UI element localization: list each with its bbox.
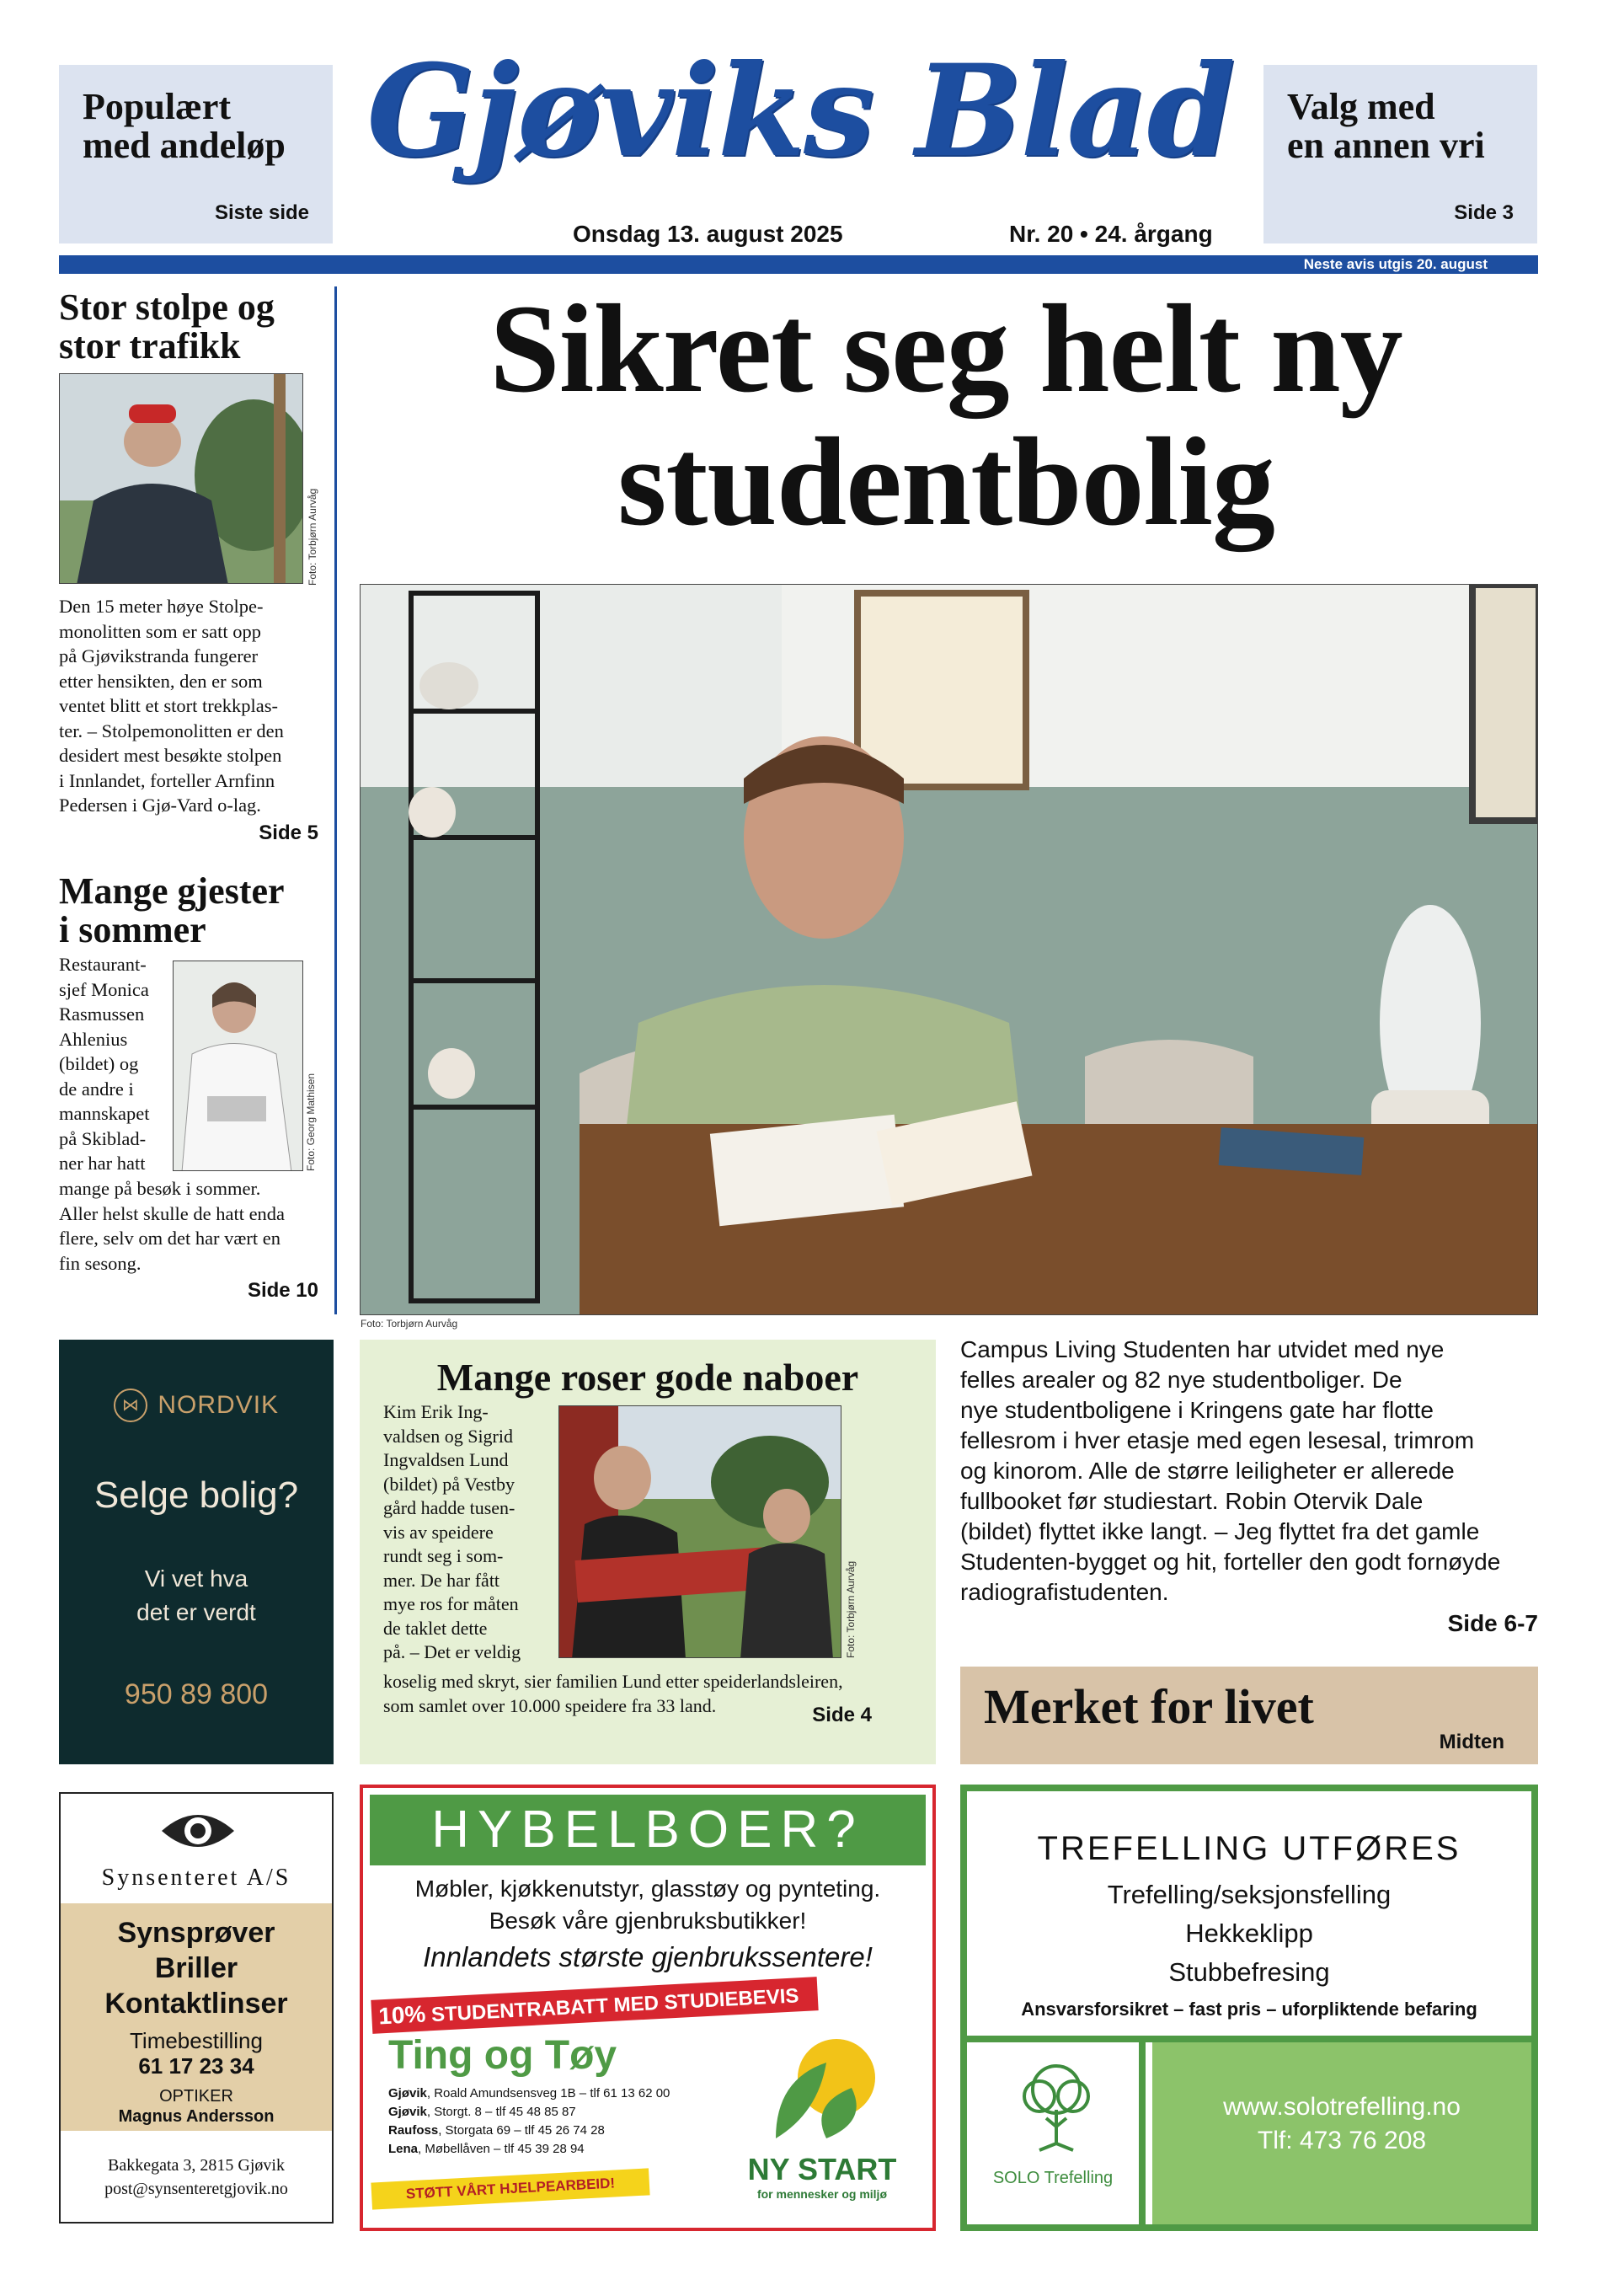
- story2-line: Restaurant-: [59, 954, 147, 975]
- nordvik-line-2: det er verdt: [136, 1599, 256, 1625]
- trefelling-title: TREFELLING UTFØRES: [1037, 1830, 1461, 1867]
- story1-headline-1: Stor stolpe og: [59, 286, 275, 328]
- merket-headline: Merket for livet: [984, 1679, 1314, 1734]
- teaser-left-title-2: med andeløp: [83, 125, 286, 166]
- hybelboer-line-2: Besøk våre gjenbruksbutikker!: [489, 1908, 807, 1934]
- teaser-left-title-1: Populært: [83, 86, 231, 127]
- store-city: Gjøvik: [388, 2086, 427, 2100]
- story1-photo: [59, 373, 303, 584]
- main-lead-line: radiografistudenten.: [960, 1579, 1169, 1605]
- synsenteret-item: Synsprøver: [117, 1917, 275, 1949]
- store-city: Lena: [388, 2142, 419, 2156]
- roser-line: (bildet) på Vestby: [383, 1473, 516, 1495]
- tree-icon: [1014, 2059, 1098, 2152]
- ad-hybelboer[interactable]: [360, 1785, 936, 2231]
- trefelling-divider: [967, 2036, 1531, 2042]
- roser-photo-art: [559, 1406, 841, 1658]
- synsenteret-booking: Timebestilling: [130, 2028, 263, 2053]
- store-addr: , Møbellåven – tlf 45 39 28 94: [418, 2142, 585, 2156]
- store-addr: , Storgt. 8 – tlf 45 48 85 87: [426, 2105, 576, 2119]
- trefelling-services: [967, 1876, 1531, 1992]
- main-lead-line: Studenten-bygget og hit, forteller den godt fornøyde: [960, 1549, 1501, 1575]
- issue-number: Nr. 20 • 24. årgang: [1009, 221, 1213, 247]
- story2-line: på Skiblad-: [59, 1127, 147, 1149]
- story2-photo: [173, 961, 303, 1171]
- roser-line: mer. De har fått: [383, 1569, 500, 1591]
- teaser-right[interactable]: [1263, 65, 1537, 243]
- trefelling-web: www.solotrefelling.no: [1223, 2093, 1461, 2121]
- story2-line: (bildet) og: [59, 1053, 139, 1074]
- roser-line: valdsen og Sigrid: [383, 1425, 513, 1447]
- synsenteret-items: [61, 1915, 332, 2021]
- hybelboer-stores: [388, 2084, 670, 2159]
- main-headline[interactable]: [354, 279, 1538, 552]
- story2-line: Rasmussen: [59, 1003, 145, 1025]
- trefelling-service: Stubbefresing: [1168, 1957, 1330, 1987]
- story1-line: i Innlandet, forteller Arnfinn: [59, 769, 275, 791]
- main-lead-line: fellesrom i hver etasje med egen lesesal, trimrom: [960, 1427, 1475, 1453]
- main-photo: [360, 584, 1538, 1315]
- store-city: Gjøvik: [388, 2105, 427, 2119]
- roser-line: Kim Erik Ing-: [383, 1401, 489, 1422]
- nordvik-headline: Selge bolig?: [93, 1474, 299, 1516]
- main-lead-line: felles arealer og 82 nye studentboliger. De: [960, 1367, 1402, 1393]
- main-headline-1: Sikret seg helt ny: [489, 279, 1402, 419]
- nordvik-logo-text: NORDVIK: [158, 1391, 280, 1419]
- story2-line: de andre i: [59, 1078, 134, 1100]
- trefelling-service: Trefelling/seksjonsfelling: [1107, 1880, 1392, 1909]
- synsenteret-optiker-label: OPTIKER: [159, 2087, 233, 2106]
- story1-line: etter hensikten, den er som: [59, 670, 263, 692]
- story2-photo-art: [174, 961, 303, 1171]
- story2-text-side: [59, 952, 177, 1176]
- trefelling-contact-panel: [1152, 2042, 1531, 2224]
- trefelling-tagline: Ansvarsforsikret – fast pris – uforpliktende befaring: [1021, 1999, 1477, 2020]
- story2-headline-1: Mange gjester: [59, 870, 285, 912]
- store-addr: , Storgata 69 – tlf 45 26 74 28: [438, 2123, 605, 2138]
- main-page-ref[interactable]: Side 6-7: [1447, 1610, 1538, 1636]
- story2-line: fin sesong.: [59, 1252, 142, 1274]
- nordvik-logo-row: [59, 1389, 334, 1422]
- synsenteret-item: Kontaktlinser: [104, 1988, 288, 2020]
- roser-page-ref: Side 4: [812, 1704, 872, 1726]
- main-headline-2: studentbolig: [617, 412, 1274, 552]
- hybelboer-store: [388, 2084, 670, 2103]
- story2-line: Ahlenius: [59, 1028, 128, 1050]
- story1-headline-2: stor trafikk: [59, 325, 241, 367]
- story2-line: flere, selv om det har vært en: [59, 1228, 281, 1249]
- masthead-title: Gjøviks Blad: [366, 37, 1234, 185]
- story2-line: mange på besøk i sommer.: [59, 1178, 261, 1199]
- store-city: Raufoss: [388, 2123, 439, 2138]
- trefelling-phone: Tlf: 473 76 208: [1257, 2127, 1427, 2154]
- synsenteret-email: post@synsenteretgjovik.no: [104, 2180, 288, 2198]
- nystart-title: NY START: [747, 2152, 897, 2186]
- story2-headline[interactable]: [59, 872, 337, 950]
- teaser-left-page: Siste side: [214, 201, 309, 224]
- synsenteret-optiker-name: Magnus Andersson: [118, 2107, 275, 2126]
- story2-page-ref[interactable]: Side 10: [247, 1279, 318, 1302]
- hybelboer-banner: HYBELBOER?: [370, 1795, 926, 1865]
- hybelboer-store: [388, 2122, 670, 2140]
- issue-date: Onsdag 13. august 2025: [573, 221, 843, 247]
- story1-text: [59, 594, 329, 818]
- story1-photo-credit: Foto: Torbjørn Aurvåg: [307, 488, 318, 586]
- hybelboer-support: STØTT VÅRT HJELPEARBEID!: [371, 2168, 649, 2209]
- hybelboer-line-3: Innlandets største gjenbrukssentere!: [423, 1941, 873, 1972]
- main-lead-line: (bildet) flyttet ikke langt. – Jeg flyttet fra det gamle: [960, 1518, 1480, 1544]
- story2-line: sjef Monica: [59, 978, 149, 1000]
- nystart-subtitle: for mennesker og miljø: [756, 2187, 888, 2201]
- store-addr: , Roald Amundsensveg 1B – tlf 61 13 62 00: [426, 2086, 670, 2100]
- story1-line: desidert mest besøkte stolpen: [59, 745, 282, 766]
- nystart-logo-icon: [759, 2029, 885, 2155]
- roser-text-side: [383, 1400, 552, 1665]
- roser-photo-credit: Foto: Torbjørn Aurvåg: [845, 1560, 857, 1658]
- hybelboer-discount-pct: 10%: [377, 2000, 427, 2030]
- roser-headline: Mange roser gode naboer: [436, 1356, 859, 1399]
- merket-page-ref: Midten: [1439, 1731, 1504, 1753]
- roser-line: som samlet over 10.000 speidere fra 33 land.: [383, 1694, 717, 1716]
- story1-line: på Gjøvikstranda fungerer: [59, 645, 259, 666]
- main-lead-line: Campus Living Studenten har utvidet med nye: [960, 1336, 1445, 1362]
- hybelboer-discount-text: STUDENTRABATT MED STUDIEBEVIS: [430, 1984, 800, 2027]
- story2-headline-2: i sommer: [59, 909, 206, 950]
- roser-line: Ingvaldsen Lund: [383, 1449, 509, 1470]
- teaser-right-title-1: Valg med: [1287, 86, 1435, 127]
- nordvik-line-1: Vi vet hva: [144, 1565, 248, 1592]
- nordvik-phone: 950 89 800: [124, 1678, 269, 1710]
- synsenteret-phone: 61 17 23 34: [138, 2053, 254, 2079]
- roser-line: mye ros for måten: [383, 1593, 519, 1614]
- story1-line: monolitten som er satt opp: [59, 620, 261, 642]
- next-issue-notice: Neste avis utgis 20. august: [59, 255, 1538, 274]
- eye-icon: [160, 1806, 236, 1856]
- story1-line: ventet blitt et stort trekkplas-: [59, 695, 278, 716]
- synsenteret-name: Synsenteret A/S: [101, 1865, 291, 1891]
- merket-box[interactable]: [960, 1667, 1538, 1764]
- roser-box[interactable]: [360, 1340, 936, 1764]
- story1-headline[interactable]: [59, 288, 329, 366]
- main-lead-line: fullbooket før studiestart. Robin Otervik Dale: [960, 1488, 1424, 1514]
- story1-page-ref[interactable]: Side 5: [259, 821, 318, 844]
- story1-line: ter. – Stolpemonolitten er den: [59, 720, 284, 741]
- ad-nordvik[interactable]: [59, 1340, 334, 1764]
- main-lead-line: og kinorom. Alle de større leiligheter er allerede: [960, 1458, 1455, 1484]
- hybelboer-discount: [371, 1977, 818, 2034]
- story2-photo-credit: Foto: Georg Mathisen: [305, 1073, 317, 1171]
- main-lead: [960, 1335, 1541, 1608]
- roser-photo: [558, 1405, 841, 1658]
- story1-line: Den 15 meter høye Stolpe-: [59, 596, 264, 617]
- hybelboer-brand: Ting og Tøy: [388, 2033, 617, 2078]
- trefelling-logo-text: SOLO Trefelling: [992, 2169, 1114, 2187]
- main-lead-line: nye studentboligene i Kringens gate har flotte: [960, 1397, 1434, 1423]
- story1-photo-art: [60, 374, 303, 584]
- nordvik-logo-icon: ⋈: [114, 1389, 147, 1422]
- main-photo-credit: Foto: Torbjørn Aurvåg: [361, 1318, 458, 1330]
- story2-line: Aller helst skulle de hatt enda: [59, 1202, 286, 1224]
- ad-synsenteret[interactable]: [59, 1792, 334, 2224]
- roser-line: de taklet dette: [383, 1617, 488, 1639]
- hybelboer-store: [388, 2140, 670, 2159]
- trefelling-logo-panel: [967, 2042, 1146, 2224]
- synsenteret-item: Briller: [154, 1952, 238, 1984]
- roser-line: vis av speidere: [383, 1521, 494, 1543]
- story2-line: ner har hatt: [59, 1153, 146, 1174]
- sidebar-divider: [334, 286, 337, 1314]
- ad-trefelling[interactable]: [960, 1785, 1538, 2231]
- teaser-left[interactable]: [59, 65, 333, 243]
- trefelling-service: Hekkeklipp: [1185, 1918, 1313, 1948]
- roser-line: koselig med skryt, sier familien Lund etter speiderlandsleiren,: [383, 1671, 843, 1692]
- roser-line: rundt seg i som-: [383, 1545, 504, 1566]
- story1-line: Pedersen i Gjø-Vard o-lag.: [59, 795, 261, 816]
- hybelboer-line-1: Møbler, kjøkkenutstyr, glasstøy og pynteting.: [414, 1876, 881, 1902]
- roser-line: gård hadde tusen-: [383, 1497, 516, 1518]
- teaser-right-title-2: en annen vri: [1287, 125, 1485, 166]
- roser-line: på. – Det er veldig: [383, 1641, 521, 1662]
- story2-text-full: [59, 1176, 329, 1276]
- teaser-right-page: Side 3: [1454, 201, 1514, 224]
- synsenteret-address: Bakkegata 3, 2815 Gjøvik: [108, 2156, 285, 2175]
- hybelboer-store: [388, 2103, 670, 2122]
- main-photo-art: [361, 585, 1538, 1315]
- story2-line: mannskapet: [59, 1103, 150, 1124]
